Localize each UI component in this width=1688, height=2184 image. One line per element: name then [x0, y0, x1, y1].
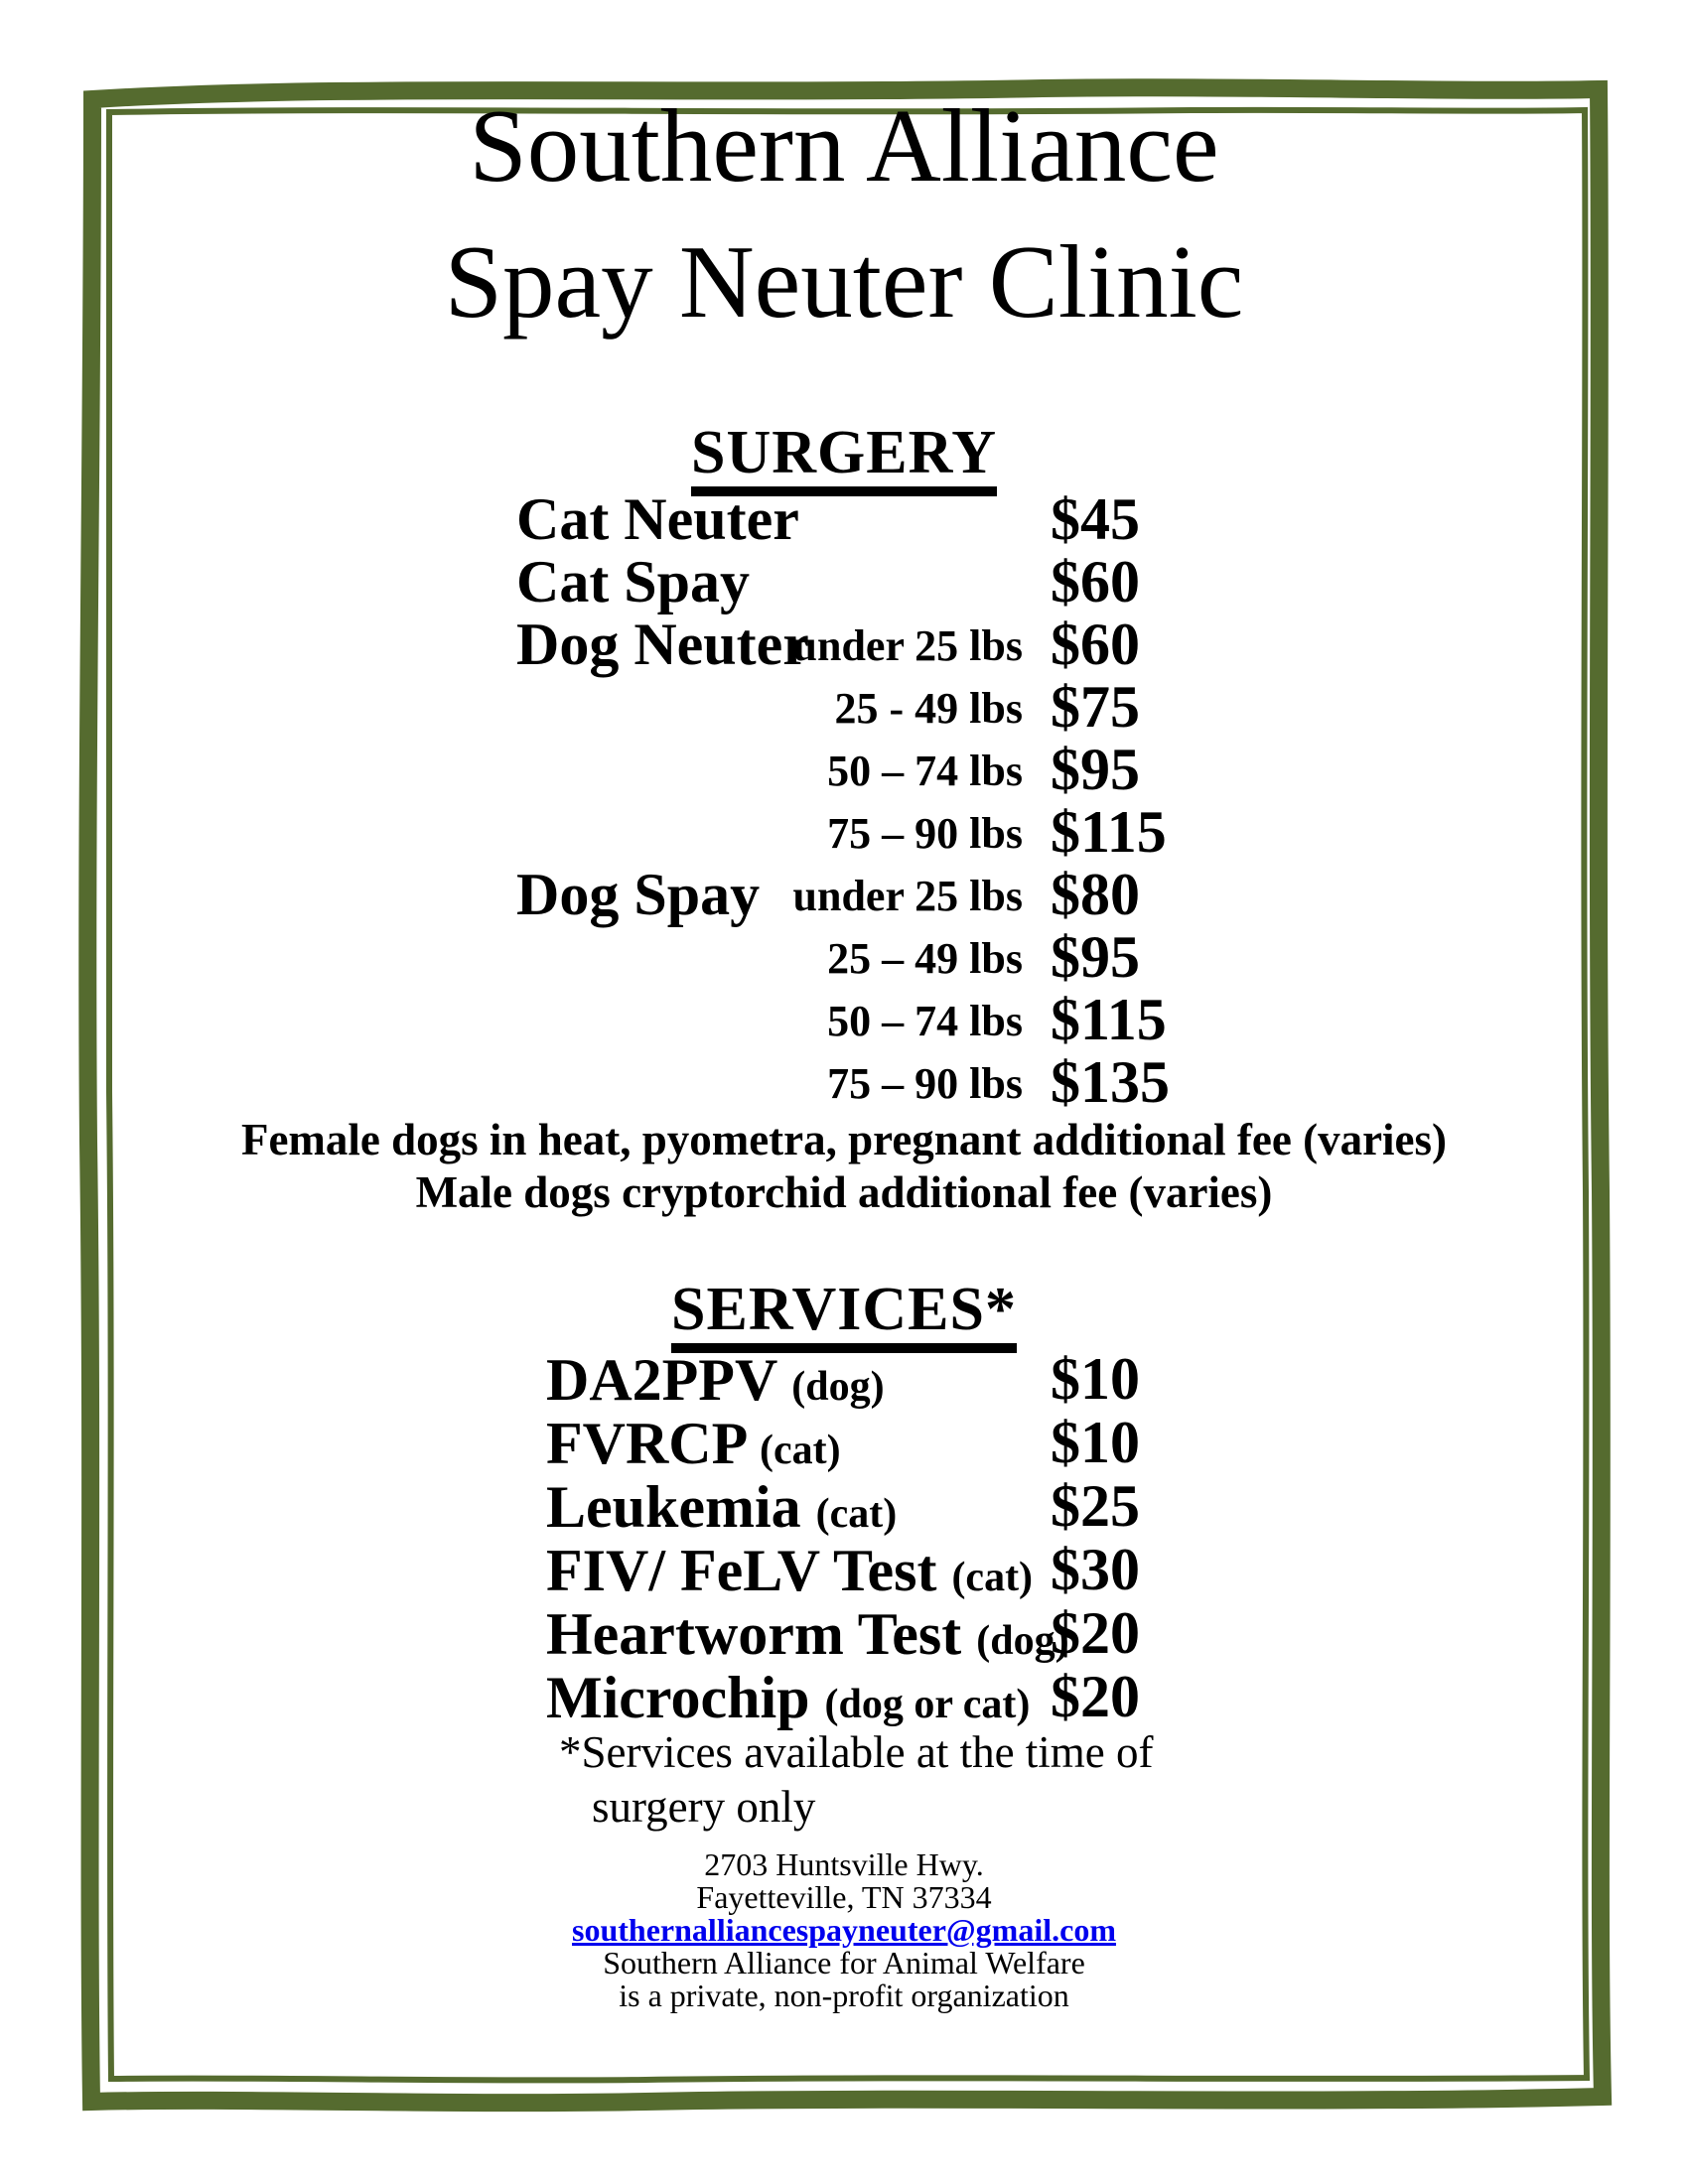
- service-name: Leukemia: [546, 1474, 801, 1540]
- clinic-title-line1: Southern Alliance: [469, 87, 1219, 204]
- price-value: $20: [1051, 1664, 1140, 1729]
- weight-range: 75 – 90 lbs: [827, 1059, 1023, 1108]
- org-statement-line2: is a private, non-profit organization: [619, 1978, 1069, 2013]
- species-qualifier: (cat): [759, 1428, 841, 1473]
- service-label: [546, 1602, 1069, 1673]
- note-female-dogs: Female dogs in heat, pyometra, pregnant additional fee (varies): [240, 1115, 1448, 1164]
- services-section: [0, 1276, 1688, 1353]
- price-value: $45: [1051, 486, 1140, 552]
- price-value: $135: [1051, 1049, 1170, 1115]
- species-qualifier: (cat): [815, 1491, 898, 1537]
- address-street: 2703 Huntsville Hwy.: [704, 1846, 984, 1882]
- price-value: $30: [1051, 1537, 1140, 1602]
- service-label: [546, 1475, 897, 1546]
- weight-range: under 25 lbs: [792, 872, 1023, 920]
- weight-range: 25 – 49 lbs: [827, 934, 1023, 983]
- price-value: $60: [1051, 549, 1140, 614]
- table-row: [0, 989, 1688, 1051]
- price-value: $95: [1051, 737, 1140, 802]
- price-value: $25: [1051, 1473, 1140, 1539]
- price-value: $20: [1051, 1600, 1140, 1666]
- table-row: [0, 739, 1688, 801]
- service-name: FVRCP: [546, 1411, 745, 1476]
- table-row: [0, 676, 1688, 739]
- services-footnote: [559, 1725, 1154, 1835]
- surgery-section: [0, 419, 1688, 496]
- species-qualifier: (dog): [976, 1618, 1069, 1664]
- table-row: [0, 1666, 1688, 1729]
- table-row: [0, 1539, 1688, 1602]
- table-row: [0, 1602, 1688, 1666]
- price-value: $10: [1051, 1410, 1140, 1475]
- species-qualifier: (dog or cat): [824, 1682, 1031, 1727]
- services-heading: SERVICES*: [671, 1279, 1017, 1353]
- weight-range: 75 – 90 lbs: [827, 809, 1023, 858]
- address-city: Fayetteville, TN 37334: [696, 1879, 992, 1915]
- service-name: Microchip: [546, 1665, 810, 1730]
- surgery-notes: [0, 1114, 1688, 1219]
- table-row: [0, 614, 1688, 676]
- weight-range: 50 – 74 lbs: [827, 747, 1023, 795]
- service-name: FIV/ FeLV Test: [546, 1538, 937, 1603]
- price-value: $60: [1051, 612, 1140, 677]
- footnote-line1: *Services available at the time of: [559, 1727, 1154, 1777]
- service-name: DA2PPV: [546, 1347, 777, 1413]
- note-male-dogs: Male dogs cryptorchid additional fee (varies): [415, 1167, 1273, 1217]
- species-qualifier: (dog): [791, 1364, 885, 1410]
- service-label: [546, 1412, 841, 1482]
- table-row: [0, 1051, 1688, 1114]
- weight-range: under 25 lbs: [792, 621, 1023, 670]
- table-row: [0, 864, 1688, 926]
- footnote-line2: surgery only: [592, 1782, 816, 1832]
- table-row: [0, 551, 1688, 614]
- price-value: $75: [1051, 674, 1140, 740]
- table-row: [0, 1475, 1688, 1539]
- price-value: $80: [1051, 862, 1140, 927]
- table-row: [0, 926, 1688, 989]
- service-label: [546, 1348, 885, 1419]
- table-row: [0, 1412, 1688, 1475]
- price-value: $10: [1051, 1346, 1140, 1412]
- price-value: $115: [1051, 987, 1167, 1052]
- email-link[interactable]: southernalliancespayneuter@gmail.com: [572, 1912, 1116, 1948]
- service-name: Heartworm Test: [546, 1601, 962, 1667]
- table-row: [0, 801, 1688, 864]
- procedure-label: Dog Spay: [516, 862, 761, 927]
- species-qualifier: (cat): [951, 1555, 1034, 1600]
- table-row: [0, 1348, 1688, 1412]
- procedure-label: Cat Spay: [516, 549, 751, 614]
- surgery-heading: SURGERY: [691, 422, 997, 496]
- service-label: [546, 1539, 1033, 1609]
- clinic-title: [0, 77, 1688, 349]
- price-value: $115: [1051, 799, 1167, 865]
- services-price-table: [0, 1348, 1688, 1729]
- org-statement-line1: Southern Alliance for Animal Welfare: [603, 1945, 1085, 1980]
- procedure-label: Cat Neuter: [516, 486, 799, 552]
- table-row: [0, 488, 1688, 551]
- surgery-price-table: [0, 488, 1688, 1114]
- weight-range: 50 – 74 lbs: [827, 997, 1023, 1045]
- price-value: $95: [1051, 924, 1140, 990]
- footer-address-block: [0, 1848, 1688, 2012]
- procedure-label: Dog Neuter: [516, 612, 809, 677]
- weight-range: 25 - 49 lbs: [834, 684, 1023, 733]
- clinic-title-line2: Spay Neuter Clinic: [444, 223, 1244, 340]
